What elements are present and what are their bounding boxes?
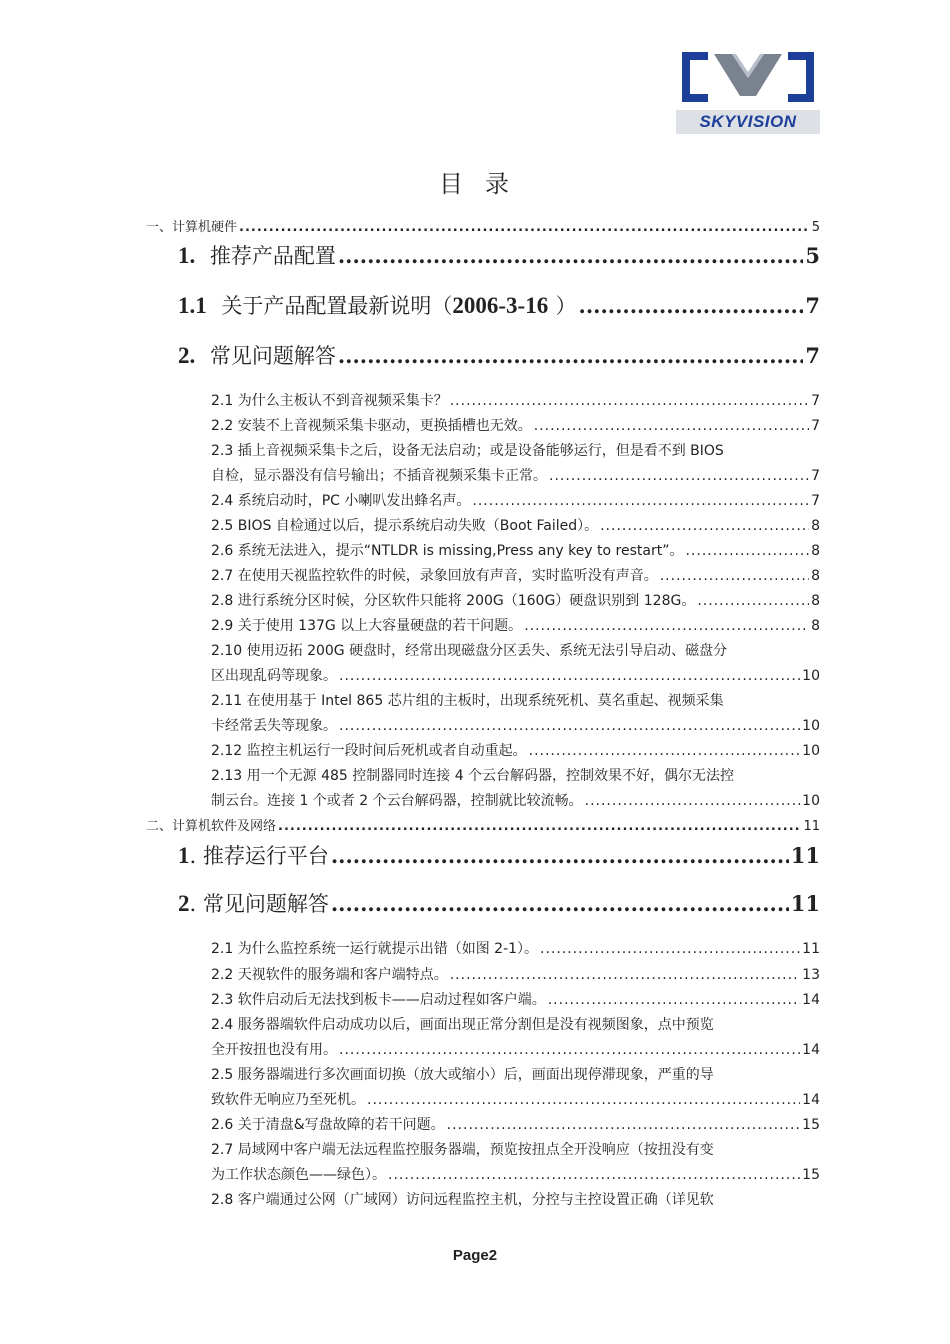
toc-entry-label: 制云台。连接 1 个或者 2 个云台解码器，控制就比较流畅。 [211, 793, 583, 809]
dot-leader [600, 518, 809, 534]
toc-item[interactable] [211, 565, 820, 585]
toc-entry-label: 自检，显示器没有信号输出；不插音视频采集卡正常。 [211, 468, 547, 484]
toc-entry-label: 2.6 关于清盘&写盘故障的若干问题。 [211, 1117, 445, 1133]
dot-leader [660, 568, 809, 584]
toc-item-line[interactable]: 2.8 客户端通过公网（广域网）访问远程监控主机，分控与主控设置正确（详见软 [211, 1192, 714, 1208]
dot-leader [540, 941, 800, 957]
toc-page-number: 5 [811, 220, 820, 235]
toc-entry-label: 为工作状态颜色——绿色）。 [211, 1167, 386, 1183]
toc-page-number: 8 [811, 568, 820, 584]
dot-leader [331, 843, 789, 868]
toc-item[interactable] [211, 964, 820, 984]
toc-section-software-network[interactable] [146, 815, 820, 834]
skyvision-logo [676, 48, 820, 140]
toc-page-number: 8 [811, 543, 820, 559]
toc-heading-text: 推荐产品配置 [209, 244, 336, 268]
toc-item-line[interactable]: 2.11 在使用基于 Intel 865 芯片组的主板时，出现系统死机、莫名重起、视频采集 [211, 693, 724, 709]
dot-leader [331, 891, 789, 916]
logo-mark-icon [676, 48, 820, 110]
toc-heading-number: 1.1 [178, 293, 207, 318]
toc-entry-label: 2.2 天视软件的服务端和客户端特点。 [211, 967, 448, 983]
toc-page-number: 15 [802, 1117, 820, 1133]
toc-page-number: 7 [811, 493, 820, 509]
toc-item-line[interactable]: 2.10 使用迈拓 200G 硬盘时，经常出现磁盘分区丢失、系统无法引导启动、磁盘分 [211, 643, 728, 659]
dot-leader [549, 468, 809, 484]
dot-leader [338, 343, 804, 368]
toc-page-number: 8 [811, 593, 820, 609]
dot-leader [239, 220, 810, 235]
toc-page-number: 10 [802, 793, 820, 809]
toc-page-number: 8 [811, 618, 820, 634]
dot-leader [338, 243, 804, 268]
toc-item[interactable] [211, 540, 820, 560]
dot-leader [450, 393, 809, 409]
toc-item[interactable] [211, 515, 820, 535]
toc-heading-recommended-config[interactable] [178, 240, 820, 270]
dot-leader [447, 1117, 801, 1133]
toc-item[interactable] [211, 665, 820, 685]
toc-entry-label: 2.12 监控主机运行一段时间后死机或者自动重起。 [211, 743, 527, 759]
toc-item-line[interactable]: 2.5 服务器端进行多次画面切换（放大或缩小）后，画面出现停滞现象，严重的导 [211, 1067, 714, 1083]
toc-item[interactable] [211, 1164, 820, 1184]
toc-item[interactable] [211, 390, 820, 410]
dot-leader [697, 593, 809, 609]
dot-leader [548, 992, 800, 1008]
dot-leader [450, 967, 800, 983]
toc-heading-number: 2. [178, 343, 196, 368]
toc-page-number: 7 [811, 393, 820, 409]
toc-item[interactable] [211, 715, 820, 735]
dot-leader [685, 543, 809, 559]
toc-item-line[interactable]: 2.4 服务器端软件启动成功以后，画面出现正常分割但是没有视频图象，点中预览 [211, 1017, 714, 1033]
dot-leader [534, 418, 809, 434]
toc-entry-label: 区出现乱码等现象。 [211, 668, 337, 684]
dot-leader [529, 743, 801, 759]
toc-page-number: 7 [811, 468, 820, 484]
dot-leader [524, 618, 809, 634]
dot-leader [472, 493, 809, 509]
toc-page-number: 7 [811, 418, 820, 434]
toc-page-number: 5 [805, 243, 820, 268]
toc-heading-text: . 推荐运行平台 [189, 844, 329, 868]
toc-page-number: 11 [803, 819, 820, 834]
page-footer: Page2 [452, 1247, 498, 1264]
toc-item[interactable] [211, 465, 820, 485]
toc-entry-label: 全开按扭也没有用。 [211, 1042, 337, 1058]
toc-page-number: 10 [802, 743, 820, 759]
toc-page-number: 14 [802, 1042, 820, 1058]
dot-leader [579, 293, 804, 318]
toc-page-number: 14 [802, 1092, 820, 1108]
toc-page-number: 13 [802, 967, 820, 983]
dot-leader [339, 668, 800, 684]
toc-heading-text: 常见问题解答 [209, 344, 336, 368]
toc-item[interactable] [211, 590, 820, 610]
toc-page-number: 11 [802, 941, 820, 957]
toc-page-number: 8 [811, 518, 820, 534]
toc-item-line[interactable]: 2.7 局域网中客户端无法远程监控服务器端，预览按扭点全开没响应（按扭没有变 [211, 1142, 714, 1158]
toc-heading-text: . 常见问题解答 [189, 892, 329, 916]
dot-leader [339, 1042, 800, 1058]
toc-page-number: 11 [790, 843, 820, 868]
toc-entry-label: 二、计算机软件及网络 [146, 819, 277, 834]
toc-heading-number: 1 [178, 843, 190, 868]
toc-page-number: 7 [805, 293, 820, 318]
toc-heading-close: ） [555, 294, 577, 318]
toc-item[interactable] [211, 938, 820, 958]
toc-item[interactable] [211, 1089, 820, 1109]
toc-entry-label: 2.1 为什么主板认不到音视频采集卡？ [211, 393, 448, 409]
toc-entry-label: 2.3 软件启动后无法找到板卡——启动过程如客户端。 [211, 992, 546, 1008]
toc-page-number: 11 [790, 891, 820, 916]
toc-heading-faq-software[interactable] [178, 888, 820, 918]
logo-wordmark: SKYVISION [676, 110, 820, 134]
toc-entry-label: 2.7 在使用天视监控软件的时候，录象回放有声音，实时监听没有声音。 [211, 568, 658, 584]
toc-heading-text: 关于产品配置最新说明（ [221, 294, 453, 318]
toc-entry-label: 致软件无响应乃至死机。 [211, 1092, 365, 1108]
toc-item[interactable] [211, 1114, 820, 1134]
toc-page-number: 7 [805, 343, 820, 368]
toc-item[interactable] [211, 740, 820, 760]
toc-entry-label: 2.5 BIOS 自检通过以后，提示系统启动失败（Boot Failed）。 [211, 518, 599, 534]
toc-entry-label: 2.9 关于使用 137G 以上大容量硬盘的若干问题。 [211, 618, 523, 634]
dot-leader [585, 793, 801, 809]
toc-item-line[interactable]: 2.13 用一个无源 485 控制器同时连接 4 个云台解码器，控制效果不好，偶尔无法控 [211, 768, 735, 784]
toc-section-hardware[interactable] [146, 216, 820, 235]
toc-page-number: 10 [802, 718, 820, 734]
toc-page-number: 15 [802, 1167, 820, 1183]
toc-entry-label: 2.8 进行系统分区时候，分区软件只能将 200G（160G）硬盘识别到 128G。 [211, 593, 696, 609]
page-title: 目录 [439, 170, 531, 198]
toc-item[interactable] [211, 989, 820, 1009]
toc-heading-config-update[interactable] [178, 290, 820, 320]
dot-leader [278, 819, 801, 834]
toc-heading-faq-hardware[interactable] [178, 340, 820, 370]
toc-entry-label: 2.4 系统启动时，PC 小喇叭发出蜂名声。 [211, 493, 471, 509]
toc-item[interactable] [211, 415, 820, 435]
toc-heading-recommended-platform[interactable] [178, 840, 820, 870]
toc-item[interactable] [211, 790, 820, 810]
dot-leader [388, 1167, 800, 1183]
toc-heading-number: 1. [178, 243, 196, 268]
toc-entry-label: 卡经常丢失等现象。 [211, 718, 337, 734]
toc-heading-date: 2006-3-16 [452, 293, 549, 318]
toc-item[interactable] [211, 490, 820, 510]
toc-entry-label: 2.1 为什么监控系统一运行就提示出错（如图 2-1）。 [211, 941, 539, 957]
toc-item[interactable] [211, 615, 820, 635]
toc-page-number: 14 [802, 992, 820, 1008]
toc-item[interactable] [211, 1039, 820, 1059]
dot-leader [339, 718, 800, 734]
dot-leader [367, 1092, 800, 1108]
toc-entry-label: 2.2 安装不上音视频采集卡驱动，更换插槽也无效。 [211, 418, 532, 434]
toc-item-line[interactable]: 2.3 插上音视频采集卡之后，设备无法启动；或是设备能够运行，但是看不到 BIOS [211, 443, 724, 459]
toc-entry-label: 2.6 系统无法进入，提示“NTLDR is missing,Press any key to restart”。 [211, 543, 684, 559]
toc-page-number: 10 [802, 668, 820, 684]
toc-heading-number: 2 [178, 891, 190, 916]
toc-entry-label: 一、计算机硬件 [146, 220, 238, 235]
